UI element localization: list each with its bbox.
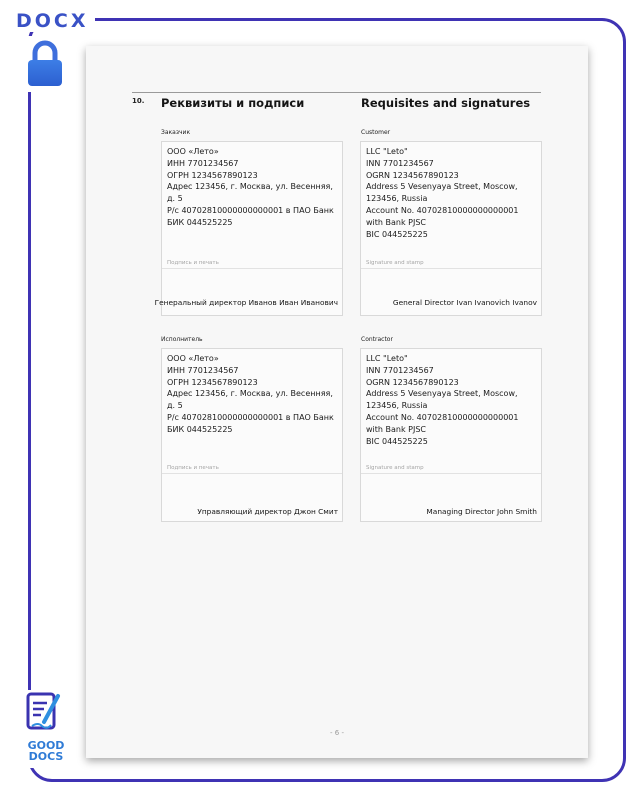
signature-divider (361, 473, 541, 474)
requisite-line: Р/с 40702810000000000001 в ПАО Банк (167, 412, 334, 422)
contractor-label-en: Contractor (361, 336, 393, 343)
requisite-line: Адрес 123456, г. Москва, ул. Весенняя, д. 5 (167, 389, 333, 411)
customer-card-ru (154, 141, 343, 316)
contractor-label-ru: Исполнитель (161, 336, 203, 343)
requisite-line: Адрес 123456, г. Москва, ул. Весенняя, д. 5 (167, 182, 333, 204)
customer-label-ru: Заказчик (161, 129, 191, 136)
requisite-line: BIC 044525225 (366, 436, 428, 446)
signer-name: General Director Ivan Ivanovich Ivanov (392, 298, 537, 307)
docx-logo-text: DOCX (10, 10, 95, 32)
requisite-line: OGRN 1234567890123 (366, 170, 459, 180)
signature-divider (162, 473, 342, 474)
section-number: 10. (132, 97, 145, 105)
good-docs-label: GOOD DOCS (27, 739, 65, 763)
customer-card-en (360, 141, 542, 316)
contractor-card-ru (161, 348, 343, 522)
requisite-line: Address 5 Vesenyaya Street, Moscow, 123456, Russia (366, 182, 518, 204)
signature-divider (162, 268, 342, 269)
page-number: - 6 - (330, 729, 344, 737)
requisite-line: ООО «Лето» (167, 147, 219, 156)
contractor-card-en (360, 348, 542, 522)
good-docs-logo (14, 690, 78, 768)
requisite-line: БИК 044525225 (167, 424, 233, 434)
requisite-line: ОГРН 1234567890123 (167, 377, 258, 387)
requisite-line: Р/с 40702810000000000001 в ПАО Банк (167, 205, 334, 215)
signer-name: Управляющий директор Джон Смит (197, 507, 338, 516)
document-pen-icon (14, 690, 78, 740)
requisite-line: ИНН 7701234567 (167, 158, 239, 168)
section-title-ru: Реквизиты и подписи (161, 96, 305, 110)
section-title-en: Requisites and signatures (361, 96, 531, 110)
requisite-line: BIC 044525225 (366, 229, 428, 239)
signature-stamp-caption: Signature and stamp (366, 260, 424, 266)
signature-stamp-caption: Подпись и печать (167, 260, 219, 266)
requisite-line: OGRN 1234567890123 (366, 377, 459, 387)
requisite-line: БИК 044525225 (167, 217, 233, 227)
signature-stamp-caption: Signature and stamp (366, 465, 424, 471)
document-page (86, 46, 588, 758)
signer-name: Managing Director John Smith (426, 507, 537, 516)
requisite-line: ООО «Лето» (167, 354, 219, 363)
requisite-line: Account No. 40702810000000000001 with Bank PJSC (366, 412, 519, 434)
requisite-line: ИНН 7701234567 (167, 365, 239, 375)
signature-stamp-caption: Подпись и печать (167, 465, 219, 471)
requisite-line: ОГРН 1234567890123 (167, 170, 258, 180)
requisite-line: Address 5 Vesenyaya Street, Moscow, 123456, Russia (366, 389, 518, 411)
requisite-line: INN 7701234567 (366, 365, 434, 375)
requisite-line: INN 7701234567 (366, 158, 434, 168)
customer-label-en: Customer (361, 129, 391, 136)
lock-icon (22, 36, 68, 92)
requisite-line: Account No. 40702810000000000001 with Bank PJSC (366, 205, 519, 227)
section-rule (132, 92, 541, 93)
signature-divider (361, 268, 541, 269)
signer-name: Генеральный директор Иванов Иван Иванович (154, 298, 338, 307)
requisite-line: LLC "Leto" (366, 147, 408, 156)
requisite-line: LLC "Leto" (366, 354, 408, 363)
